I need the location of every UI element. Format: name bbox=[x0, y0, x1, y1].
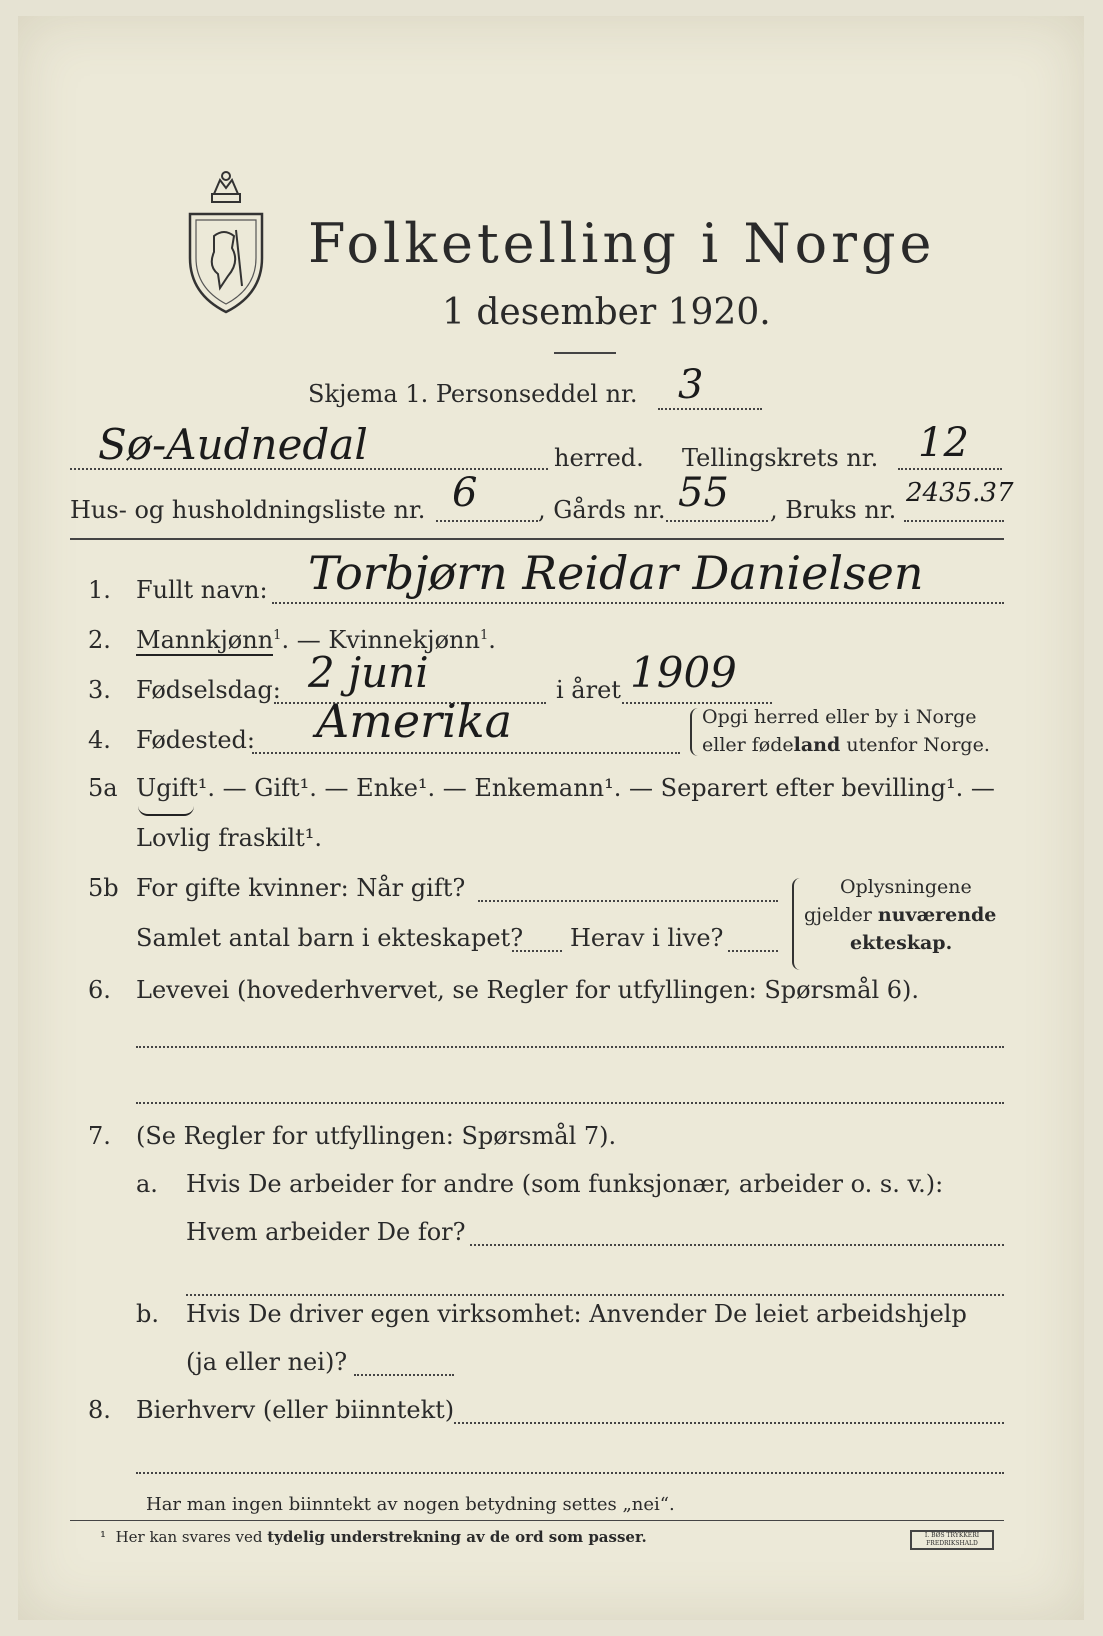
q7-label: (Se Regler for utfyllingen: Spørsmål 7). bbox=[136, 1122, 617, 1150]
ugift-underline bbox=[138, 806, 194, 816]
no-income-note: Har man ingen biinntekt av nogen betydning settes „nei“. bbox=[146, 1494, 675, 1515]
q7b-line2: (ja eller nei)? bbox=[186, 1348, 348, 1376]
tellingskrets-value: 12 bbox=[918, 420, 969, 466]
kvinnekjonn-option: . — Kvinnekjønn bbox=[281, 626, 480, 654]
birth-year-value: 1909 bbox=[630, 648, 737, 697]
title-divider bbox=[554, 352, 616, 354]
printer-stamp: I. BØS TRYKKERI FREDRIKSHALD bbox=[910, 1530, 994, 1550]
q7b-line1: Hvis De driver egen virksomhet: Anvender De leiet arbeidshjelp bbox=[186, 1300, 967, 1328]
when-married-label: For gifte kvinner: Når gift? bbox=[136, 874, 466, 902]
year-label: i året bbox=[556, 676, 621, 704]
personseddel-number: 3 bbox=[678, 362, 704, 408]
q7a-line2: Hvem arbeider De for? bbox=[186, 1218, 466, 1246]
occupation-line-2 bbox=[136, 1102, 1004, 1104]
marriage-note-line2: gjelder nuværende bbox=[804, 904, 997, 926]
mannkjonn-option: Mannkjønn bbox=[136, 626, 274, 654]
bruks-label: , Bruks nr. bbox=[770, 496, 897, 524]
q5a-number: 5a bbox=[88, 774, 118, 802]
marriage-note-line1: Oplysningene bbox=[840, 876, 972, 898]
tellingskrets-label: Tellingskrets nr. bbox=[682, 444, 879, 472]
marital-status-options: Ugift¹. — Gift¹. — Enke¹. — Enkemann¹. — Separert efter bevilling¹. — bbox=[136, 774, 995, 802]
herred-value: Sø-Audnedal bbox=[98, 420, 368, 469]
q4-label: Fødested: bbox=[136, 726, 255, 754]
marriage-note-line3: ekteskap. bbox=[850, 932, 953, 954]
children-count-label: Samlet antal barn i ekteskapet? bbox=[136, 924, 524, 952]
q1-label: Fullt navn: bbox=[136, 576, 268, 604]
bruks-value: 2435.37 bbox=[906, 478, 1014, 508]
side-income-label: Bierhverv (eller biinntekt) bbox=[136, 1396, 455, 1424]
schema-label: Skjema 1. Personseddel nr. bbox=[308, 380, 638, 408]
q8-number: 8. bbox=[88, 1396, 111, 1424]
employer-line-1 bbox=[470, 1244, 1004, 1246]
q5b-number: 5b bbox=[88, 874, 119, 902]
q7a-line1: Hvis De arbeider for andre (som funksjonær, arbeider o. s. v.): bbox=[186, 1170, 944, 1198]
occupation-line-1 bbox=[136, 1046, 1004, 1048]
birthplace-note-line1: Opgi herred eller by i Norge bbox=[702, 706, 977, 728]
q3-number: 3. bbox=[88, 676, 111, 704]
hus-value: 6 bbox=[452, 470, 478, 516]
marital-status-divorced: Lovlig fraskilt¹. bbox=[136, 824, 323, 852]
birth-day-value: 2 juni bbox=[308, 648, 429, 697]
side-income-line-1 bbox=[454, 1422, 1004, 1424]
q1-number: 1. bbox=[88, 576, 111, 604]
norway-coat-of-arms-icon bbox=[184, 166, 268, 316]
hus-label: Hus- og husholdningsliste nr. bbox=[70, 496, 426, 524]
census-date: 1 desember 1920. bbox=[442, 292, 771, 333]
q2-text: Mannkjønn$^1$. — Kvinnekjønn$^1$. bbox=[136, 626, 496, 654]
q3-label: Fødselsdag: bbox=[136, 676, 281, 704]
children-alive-label: Herav i live? bbox=[570, 924, 724, 952]
birthplace-note-line2: eller fødeland utenfor Norge. bbox=[702, 734, 990, 756]
form-title: Folketelling i Norge bbox=[308, 212, 936, 275]
hired-help-line bbox=[354, 1374, 454, 1376]
occupation-label: Levevei (hovederhvervet, se Regler for utfyllingen: Spørsmål 6). bbox=[136, 976, 920, 1004]
herred-label: herred. bbox=[554, 444, 644, 472]
q7a-number: a. bbox=[136, 1170, 158, 1198]
gards-value: 55 bbox=[678, 470, 729, 516]
q7b-number: b. bbox=[136, 1300, 159, 1328]
footer-divider bbox=[70, 1520, 1004, 1521]
full-name-value: Torbjørn Reidar Danielsen bbox=[308, 546, 924, 600]
census-form bbox=[18, 16, 1084, 1620]
q7-number: 7. bbox=[88, 1122, 111, 1150]
q2-number: 2. bbox=[88, 626, 111, 654]
section-divider bbox=[70, 538, 1004, 540]
q6-number: 6. bbox=[88, 976, 111, 1004]
gards-label: , Gårds nr. bbox=[538, 496, 666, 524]
q4-number: 4. bbox=[88, 726, 111, 754]
birthplace-value: Amerika bbox=[316, 694, 513, 748]
employer-line-2 bbox=[186, 1294, 1004, 1296]
footnote: ¹ Her kan svares ved tydelig understrekning av de ord som passer. bbox=[100, 1528, 647, 1546]
side-income-line-2 bbox=[136, 1472, 1004, 1474]
